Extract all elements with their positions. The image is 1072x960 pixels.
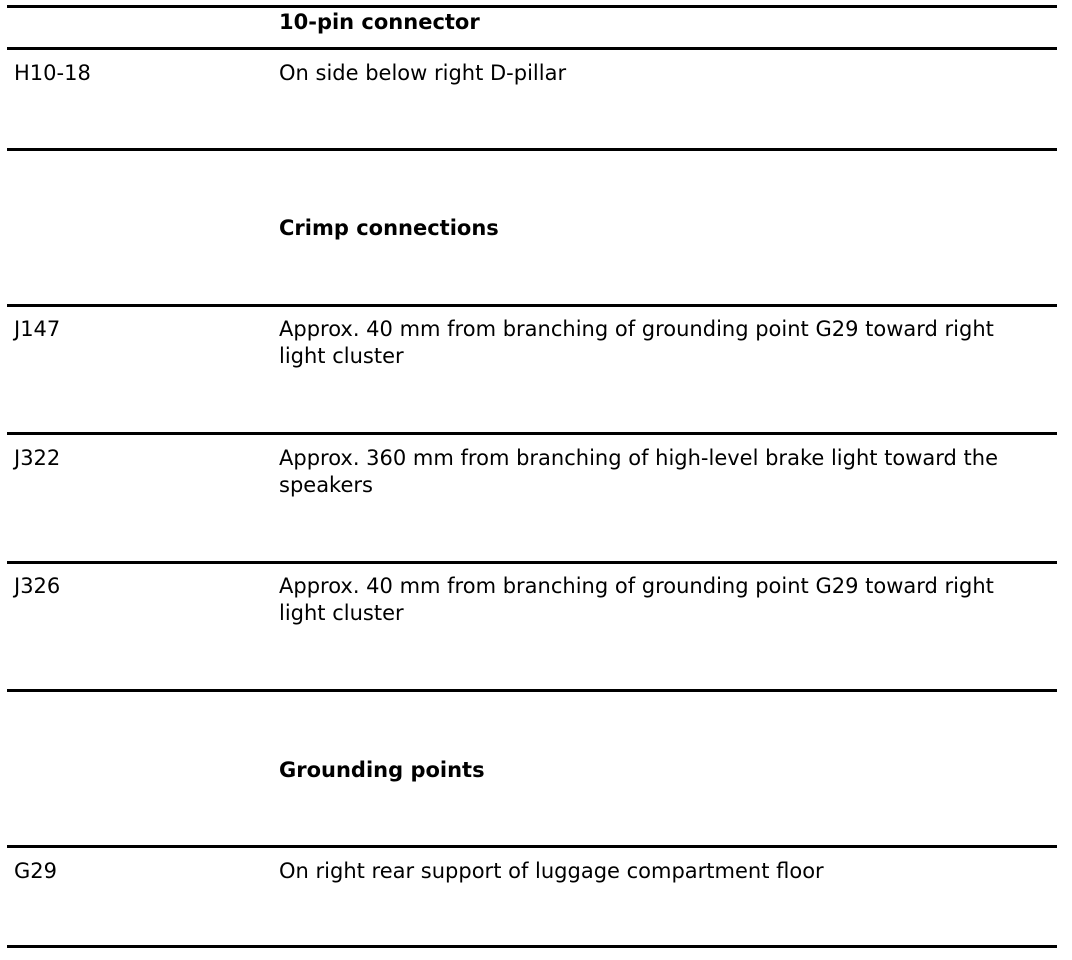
component-location: Approx. 40 mm from branching of grounding point G29 toward right (279, 574, 994, 598)
section-heading: Grounding points (279, 758, 485, 782)
component-code: J147 (14, 317, 61, 341)
table-rule (7, 945, 1057, 948)
component-location: On side below right D-pillar (279, 61, 567, 85)
table-rule (7, 689, 1057, 692)
table-rule (7, 148, 1057, 151)
table-rule (7, 304, 1057, 307)
component-location: Approx. 40 mm from branching of grounding point G29 toward right (279, 317, 994, 341)
table-rule (7, 845, 1057, 848)
table-rule (7, 432, 1057, 435)
table-rule (7, 5, 1057, 8)
section-heading: Crimp connections (279, 216, 499, 240)
section-heading: 10-pin connector (279, 10, 480, 34)
component-code: H10-18 (14, 61, 91, 85)
component-location: light cluster (279, 344, 404, 368)
component-code: J326 (14, 574, 61, 598)
table-rule (7, 561, 1057, 564)
component-location: Approx. 360 mm from branching of high-level brake light toward the (279, 446, 999, 470)
table-rule (7, 47, 1057, 50)
component-location: speakers (279, 473, 373, 497)
component-code: G29 (14, 859, 57, 883)
component-location: light cluster (279, 601, 404, 625)
component-code: J322 (14, 446, 61, 470)
component-location: On right rear support of luggage compartment floor (279, 859, 824, 883)
